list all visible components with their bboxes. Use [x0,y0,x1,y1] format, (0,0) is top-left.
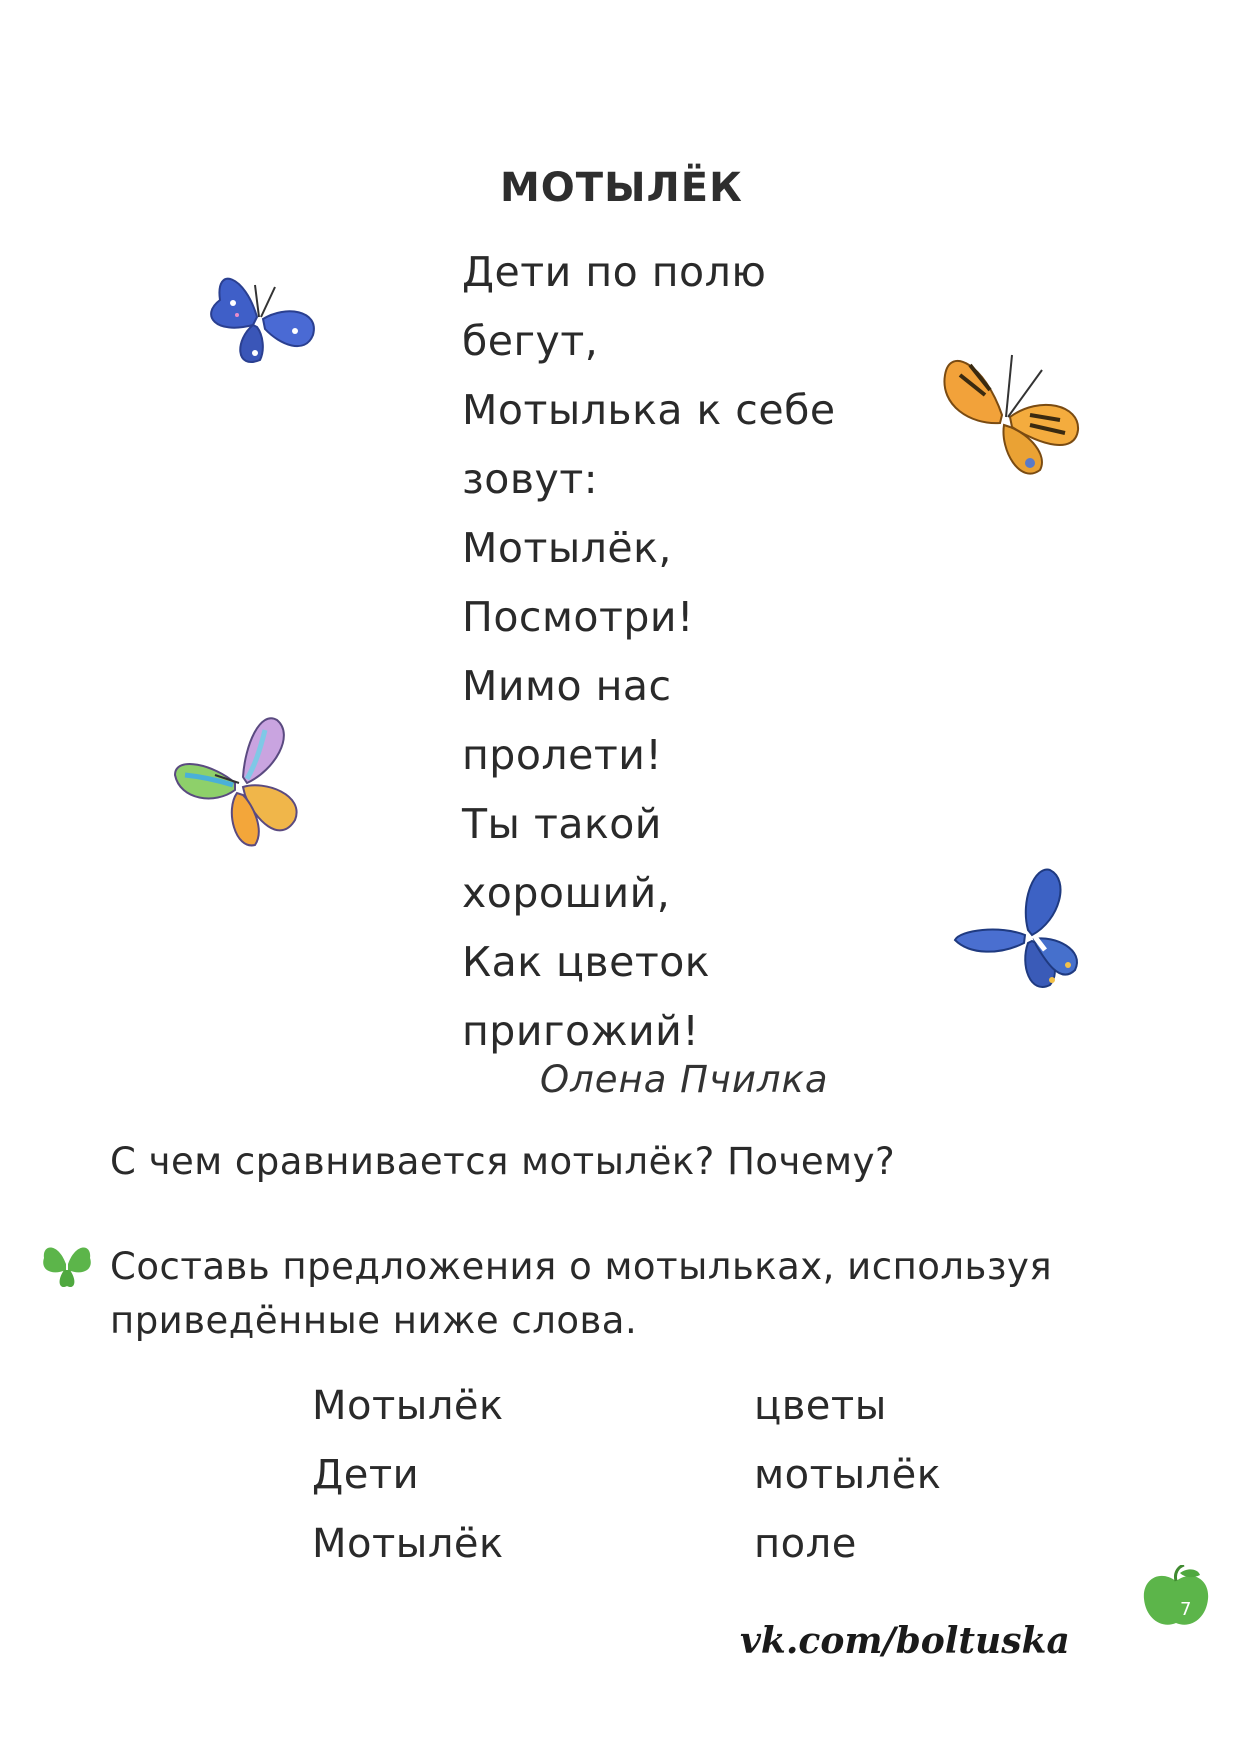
word-item: мотылёк [754,1452,942,1498]
poem-line: зовут: [462,455,599,503]
word-list-left [312,1372,504,1579]
poem-text [462,238,836,1066]
poem-line: Мотылёк, [462,524,672,572]
poem-line: Посмотри! [462,593,694,641]
green-butterfly-icon [40,1236,94,1292]
question-text: С чем сравнивается мотылёк? Почему? [110,1140,896,1183]
word-item: Мотылёк [312,1521,504,1567]
green-apple-icon [1140,1565,1212,1631]
rainbow-butterfly-illustration [165,705,315,855]
task-instructions [110,1240,1052,1348]
word-item: поле [754,1521,857,1567]
word-list-right [754,1372,941,1579]
task-line: приведённые ниже слова. [110,1299,638,1342]
poem-line: Ты такой [462,800,662,848]
poem-title: МОТЫЛЁК [500,165,743,211]
word-item: Мотылёк [312,1383,504,1429]
poem-line: бегут, [462,317,599,365]
poem-line: Как цветок [462,938,711,986]
blue-butterfly-illustration [195,255,325,385]
poem-line: Мимо нас [462,662,672,710]
poem-line: хороший, [462,869,671,917]
blue-butterfly-illustration-2 [940,855,1090,1005]
poem-line: Мотылька к себе [462,386,836,434]
word-item: Дети [312,1452,420,1498]
footer-link[interactable]: vk.com/boltuska [740,1620,1070,1662]
word-item: цветы [754,1383,887,1429]
poem-line: пролети! [462,731,663,779]
poem-author: Олена Пчилка [540,1058,829,1101]
page-number: 7 [1180,1599,1192,1620]
orange-butterfly-illustration [930,335,1090,495]
poem-line: пригожий! [462,1007,700,1055]
task-line: Составь предложения о мотыльках, используя [110,1245,1053,1288]
poem-line: Дети по полю [462,248,767,296]
